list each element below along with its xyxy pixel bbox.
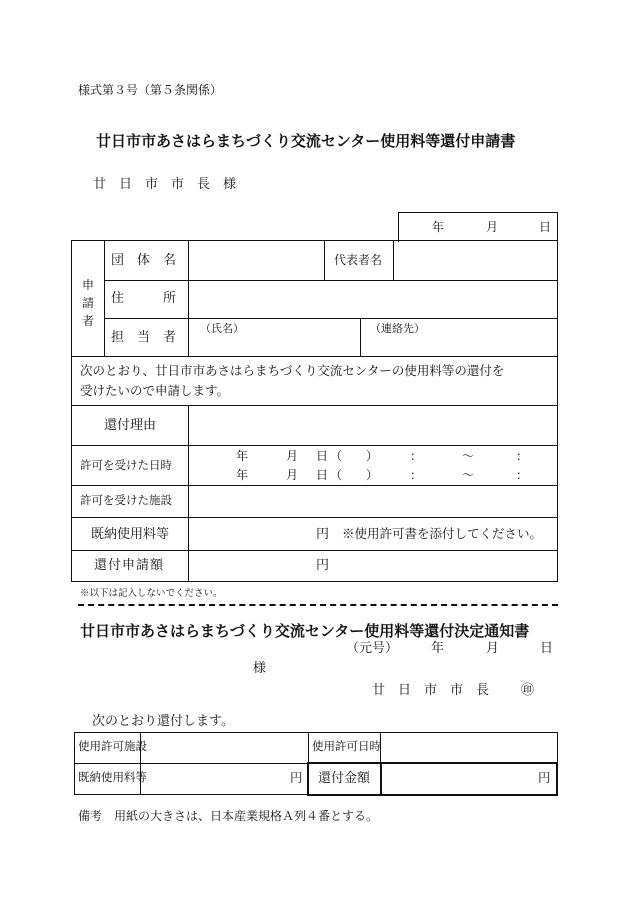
notice-statement: 次のとおり還付します。	[92, 714, 234, 729]
address-field[interactable]	[190, 282, 555, 316]
notice-datetime-label: 使用許可日時	[312, 739, 381, 753]
contact-label: （連絡先）	[370, 322, 425, 335]
cut-line	[78, 604, 558, 606]
representative-label: 代表者名	[334, 253, 383, 267]
date-year: 年	[432, 220, 445, 234]
notice-yen-2: 円	[538, 770, 551, 785]
permitted-facility-label: 許可を受けた施設	[80, 493, 172, 507]
refund-request-label: 還付申請額	[94, 558, 165, 573]
paid-fee-yen: 円	[316, 527, 330, 542]
attach-note: ※使用許可書を添付してください。	[342, 526, 543, 541]
notice-sama: 様	[253, 661, 267, 676]
notice-day: 日	[540, 641, 554, 656]
form-number: 様式第３号（第５条関係）	[78, 83, 223, 97]
name-label: （氏名）	[200, 322, 244, 335]
date-month: 月	[486, 220, 499, 234]
addressee: 廿 日 市 市 長 様	[93, 177, 237, 192]
notice-paid-label: 既納使用料等	[78, 770, 147, 784]
notice-title: 廿日市市あさはらまちづくり交流センター使用料等還付決定通知書	[80, 622, 530, 640]
date-box	[398, 212, 558, 242]
date-day: 日	[539, 220, 552, 234]
remark: 備考 用紙の大きさは、日本産業規格Ａ列４番とする。	[78, 809, 379, 823]
applicant-group-label: 申 請 者	[82, 278, 95, 328]
organization-field[interactable]	[190, 243, 322, 278]
paid-fee-label: 既納使用料等	[91, 527, 170, 542]
representative-field[interactable]	[395, 243, 555, 278]
notice-year: 年	[431, 641, 445, 656]
reason-label: 還付理由	[104, 418, 157, 433]
permitted-datetime-label: 許可を受けた日時	[80, 458, 172, 472]
note-below: ※以下は記入しないでください。	[80, 588, 223, 599]
seal-mark: ㊞	[521, 683, 535, 698]
notice-era: （元号）	[346, 641, 399, 656]
reason-field[interactable]	[190, 407, 555, 443]
notice-month: 月	[486, 641, 500, 656]
facility-field[interactable]	[190, 487, 555, 515]
statement-line2: 受けたいので申請します。	[80, 383, 230, 398]
person-label: 担 当 者	[111, 330, 177, 345]
notice-facility-label: 使用許可施設	[78, 739, 147, 753]
address-label: 住 所	[111, 291, 177, 306]
organization-label: 団 体 名	[111, 253, 177, 268]
notice-yen-1: 円	[290, 770, 303, 785]
notice-mayor: 廿 日 市 市 長	[372, 683, 490, 698]
statement-line1: 次のとおり、廿日市市あさはらまちづくり交流センターの使用料等の還付を	[80, 363, 505, 378]
refund-request-yen: 円	[316, 558, 330, 573]
notice-refund-label: 還付金額	[318, 771, 371, 786]
form-title: 廿日市市あさはらまちづくり交流センター使用料等還付申請書	[96, 132, 516, 150]
